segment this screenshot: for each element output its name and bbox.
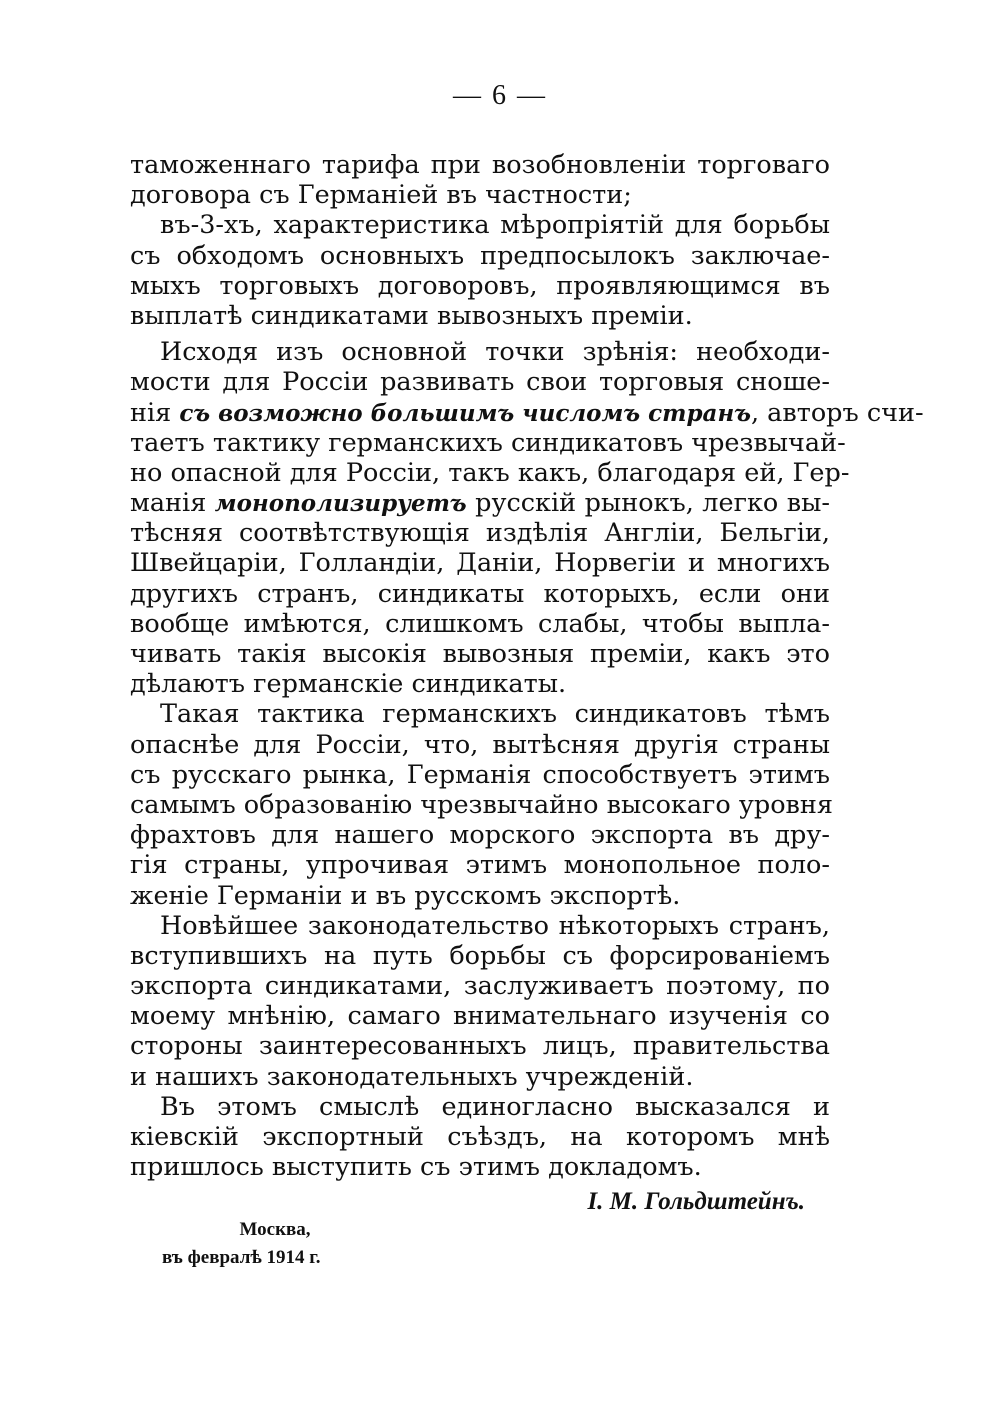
author-signature: I. M. Гольдштейнъ. bbox=[587, 1188, 805, 1215]
text-line: съ русскаго рынка, Германія способствуетъ этимъ bbox=[130, 759, 830, 790]
text-line: экспорта синдикатами, заслуживаетъ поэтому, по bbox=[130, 971, 830, 1002]
text-line: съ обходомъ основныхъ предпосылокъ заключае- bbox=[130, 240, 830, 271]
text-line: моему мнѣнію, самаго внимательнаго изученія со bbox=[130, 1001, 830, 1032]
text-line: стороны заинтересованныхъ лицъ, правительства bbox=[130, 1031, 830, 1062]
text-line: вступившихъ на путь борьбы съ форсированіемъ bbox=[130, 940, 830, 971]
text-line: Въ этомъ смыслѣ единогласно высказался и bbox=[160, 1091, 830, 1122]
place-name: Москва, bbox=[239, 1219, 311, 1240]
text-line bbox=[130, 488, 830, 518]
text-line: пришлось выступить съ этимъ докладомъ. bbox=[130, 1152, 702, 1183]
place-date-block bbox=[160, 1216, 390, 1272]
text-body bbox=[130, 150, 924, 1183]
text-line: Такая тактика германскихъ синдикатовъ тѣмъ bbox=[160, 699, 830, 730]
text-line: но опасной для Россіи, такъ какъ, благодаря ей, Гер- bbox=[130, 457, 850, 488]
text-line: мыхъ торговыхъ договоровъ, проявляющимся въ bbox=[130, 270, 830, 301]
text-line: выплатѣ синдикатами вывозныхъ преміи. bbox=[130, 300, 693, 331]
date-text: въ февралѣ 1914 г. bbox=[162, 1247, 321, 1268]
text-line: чивать такія высокія вывозныя преміи, какъ это bbox=[130, 639, 830, 669]
text-line: и нашихъ законодательныхъ учрежденій. bbox=[130, 1061, 694, 1092]
text-line: другихъ странъ, синдикаты которыхъ, если они bbox=[130, 578, 830, 609]
emphasized-text: монополизируетъ bbox=[214, 490, 467, 518]
text-line: фрахтовъ для нашего морского экспорта въ дру- bbox=[130, 820, 830, 851]
text-line: дѣлаютъ германскіе синдикаты. bbox=[130, 669, 567, 700]
text-line: Новѣйшее законодательство нѣкоторыхъ странъ, bbox=[160, 910, 830, 941]
text-line: кіевскій экспортный съѣздъ, на которомъ мнѣ bbox=[130, 1122, 830, 1152]
text-line: опаснѣе для Россіи, что, вытѣсняя другія страны bbox=[130, 729, 830, 760]
text-line bbox=[130, 397, 924, 428]
text-line: тѣсняя соотвѣтствующія издѣлія Англіи, Бельгіи, bbox=[130, 518, 830, 549]
text-line: Исходя изъ основной точки зрѣнія: необходи- bbox=[160, 337, 830, 368]
text-line: самымъ образованію чрезвычайно высокаго уровня bbox=[130, 789, 833, 820]
text-line: таможеннаго тарифа при возобновленіи торговаго bbox=[130, 150, 830, 180]
text-segment: , авторъ счи- bbox=[750, 397, 924, 428]
text-line: договора съ Германіей въ частности; bbox=[130, 180, 632, 211]
emphasized-text: съ возможно большимъ числомъ странъ bbox=[179, 399, 751, 427]
text-segment: русскій рынокъ, легко вы- bbox=[466, 488, 830, 519]
text-line: въ-3-хъ, характеристика мѣропріятій для борьбы bbox=[160, 210, 830, 241]
text-line: вообще имѣются, слишкомъ слабы, чтобы выпла- bbox=[130, 608, 830, 639]
page-number: — 6 — bbox=[453, 80, 547, 111]
text-line: Швейцаріи, Голландіи, Даніи, Норвегіи и многихъ bbox=[130, 548, 830, 579]
text-line: таетъ тактику германскихъ синдикатовъ чрезвычай- bbox=[130, 427, 846, 458]
text-line: мости для Россіи развивать свои торговыя сноше- bbox=[130, 367, 830, 398]
text-line: женіе Германіи и въ русскомъ экспортѣ. bbox=[130, 880, 681, 911]
text-segment: нія bbox=[130, 397, 180, 428]
text-segment: манія bbox=[130, 488, 215, 519]
text-line: гія страны, упрочивая этимъ монопольное поло- bbox=[130, 850, 830, 881]
